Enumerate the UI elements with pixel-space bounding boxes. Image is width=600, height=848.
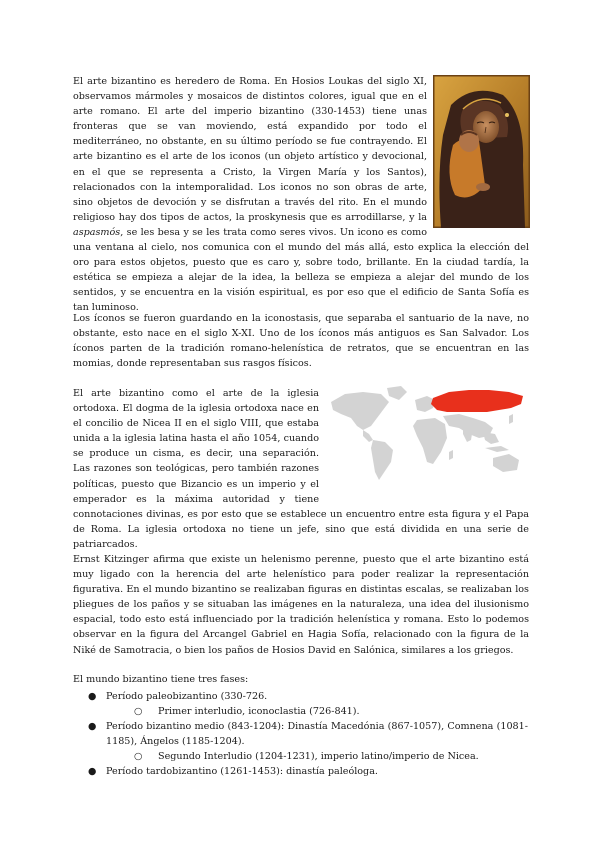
phase-sub-item <box>88 704 528 719</box>
phase-item <box>88 719 528 749</box>
intro-text-tail: , se les besa y se les trata como seres vivos. Un icono es como una ventana al cielo, nos comunica con el mundo del más allá, esto explica la elección del oro para estos objetos, puesto que es caro y, sobre todo, brillante. En la ciudad tardía, la estética se empieza a alejar de la idea, la belleza se empieza a alejar del mundo de los sentidos, y se encuentra en la visión espiritual, es por eso que el edificio de Santa Sofía es tan luminoso. <box>73 226 529 314</box>
phase-sublist <box>88 749 528 764</box>
phase-label: Período tardobizantino (1261-1453): dinastía paleóloga. <box>106 766 378 777</box>
phase-sub-label: Primer interludio, iconoclastia (726-841). <box>158 706 360 717</box>
paragraph-kitzinger: Ernst Kitzinger afirma que existe un helenismo perenne, puesto que el arte bizantino está muy ligado con la herencia del arte helenístico para poder realizar la representación figurativa. En el mundo bizantino se realizaban figuras en distintas escalas, se realizaban los pliegues de los paños y se situaban las imágenes en la naturaleza, una idea del ilusionismo espacial, todo esto está influenciado por la tradición helenística y romana. Esto lo podemos observar en la figura del Arcangel Gabriel en Hagia Sofía, relacionado con la figura de la Niké de Samotracia, o bien los paños de Hosios David en Salónica, similares a los griegos. <box>73 554 529 656</box>
phases-list <box>88 689 528 779</box>
phase-item <box>88 764 528 779</box>
phase-label: Período bizantino medio (843-1204): Dinastía Macedónia (867-1057), Comnena (1081-1185), Ángelos (1185-1204). <box>106 721 528 747</box>
phase-sublist <box>88 704 528 719</box>
phase-sub-item <box>88 749 528 764</box>
sub-bullet-icon: ○ <box>134 706 143 717</box>
paragraph-phases-intro: El mundo bizantino tiene tres fases: <box>73 674 249 685</box>
paragraph-intro <box>73 74 529 316</box>
bullet-icon: ● <box>88 691 97 702</box>
paragraph-orthodox <box>73 386 529 552</box>
icon-spacer <box>427 74 529 230</box>
intro-text: El arte bizantino es heredero de Roma. En Hosios Loukas del siglo XI, observamos mármoles y mosaicos de distintos colores, igual que en el arte romano. El arte del imperio bizantino (330-1453) tiene unas fronteras que se van moviendo, está expandido por todo el mediterráneo, no obstante, en su último período se fue contrayendo. El arte bizantino es el arte de los iconos (un objeto artístico y devocional, en el que se representa a Cristo, la Virgen María y los Santos), relacionados con la intemporalidad. Los iconos no son obras de arte, sino objetos de devoción y se disfrutan a través del rito. En el mundo religioso hay dos tipos de actos, la proskynesis que es arrodillarse, y la <box>73 76 427 223</box>
phase-label: Período paleobizantino (330-726. <box>106 691 268 702</box>
paragraph-iconostasis: Los íconos se fueron guardando en la iconostasis, que separaba el santuario de la nave, no obstante, esto nace en el siglo X-XI. Uno de los íconos más antiguos es San Salvador. Los íconos parten de la tradición romano-helenística de retratos, que se encuentran en las momias, donde representaban sus rasgos físicos. <box>73 313 529 370</box>
orthodox-text: El arte bizantino como el arte de la iglesia ortodoxa. El dogma de la iglesia ortodoxa nace en el concilio de Nicea II en el siglo VIII, que estaba unida a la iglesia latina hasta el año 1054, cuando se produce un cisma, es decir, una separación. Las razones son teológicas, pero también razones políticas, puesto que Bizancio es un imperio y el emperador es la máxima autoridad y tiene connotaciones divinas, es por esto que se establece un encuentro entre esta figura y el Papa de Roma. La iglesia ortodoxa no tiene un jefe, sino que está dividida en una serie de patriarcados. <box>73 388 529 550</box>
phase-sub-wrapper <box>88 749 528 764</box>
map-spacer <box>319 386 529 494</box>
phase-sub-label: Segundo Interludio (1204-1231), imperio latino/imperio de Nicea. <box>158 751 479 762</box>
bullet-icon: ● <box>88 721 97 732</box>
bullet-icon: ● <box>88 766 97 777</box>
phase-sub-wrapper <box>88 704 528 719</box>
sub-bullet-icon: ○ <box>134 751 143 762</box>
intro-emphasis: aspasmós <box>73 226 121 238</box>
phase-item <box>88 689 528 704</box>
